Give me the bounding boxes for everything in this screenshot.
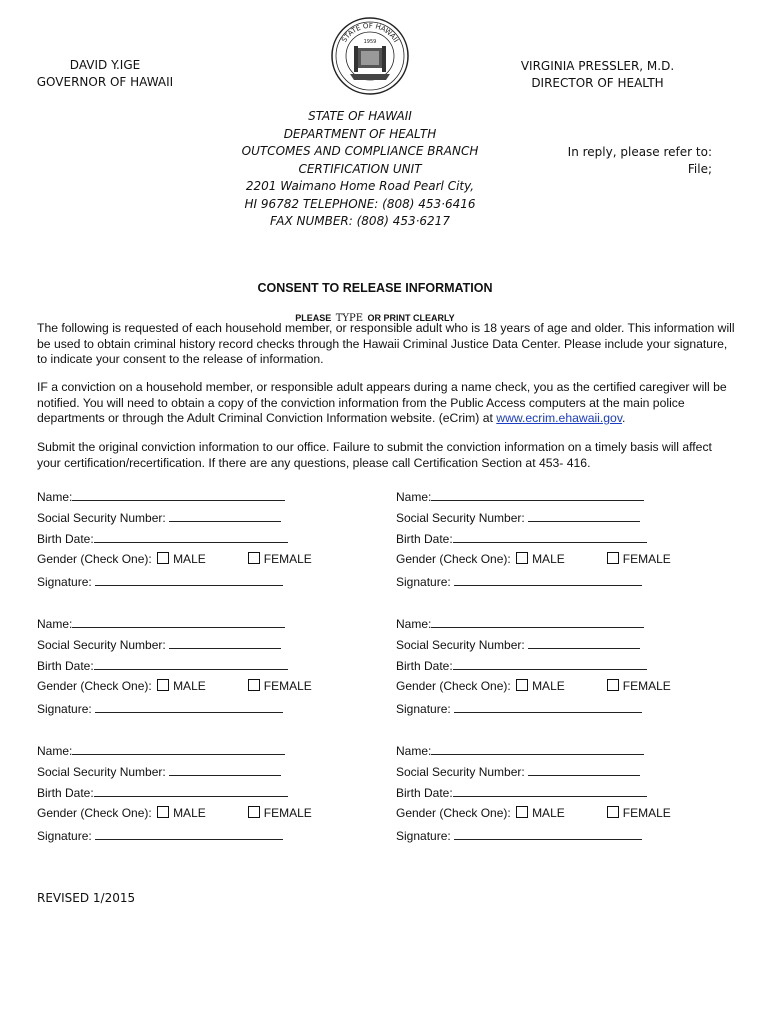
birth-date-field[interactable] xyxy=(37,531,288,546)
signature-line[interactable] xyxy=(454,828,642,840)
governor-title: GOVERNOR OF HAWAII xyxy=(36,75,174,89)
female-checkbox[interactable] xyxy=(607,679,619,691)
birth-date-label: Birth Date: xyxy=(396,659,453,673)
male-label: MALE xyxy=(532,679,565,693)
signature-line[interactable] xyxy=(95,701,283,713)
male-label: MALE xyxy=(173,679,206,693)
birth-date-label: Birth Date: xyxy=(37,786,94,800)
ssn-field[interactable] xyxy=(396,764,640,779)
director-name: VIRGINIA PRESSLER, M.D. xyxy=(520,59,675,73)
male-label: MALE xyxy=(532,806,565,820)
female-checkbox[interactable] xyxy=(607,806,619,818)
birth-date-line[interactable] xyxy=(94,785,288,797)
name-label: Name: xyxy=(37,490,73,504)
name-line[interactable] xyxy=(431,616,644,628)
name-line[interactable] xyxy=(431,743,644,755)
name-field[interactable] xyxy=(37,616,285,631)
birth-date-field[interactable] xyxy=(37,658,288,673)
birth-date-field[interactable] xyxy=(37,785,288,800)
female-checkbox[interactable] xyxy=(248,679,260,691)
birth-date-line[interactable] xyxy=(453,785,647,797)
seal-year: 1959 xyxy=(363,39,377,45)
female-label: FEMALE xyxy=(622,806,671,820)
birth-date-label: Birth Date: xyxy=(396,532,453,546)
ssn-field[interactable] xyxy=(396,637,640,652)
ssn-line[interactable] xyxy=(528,637,640,649)
reply-file: File; xyxy=(687,162,712,176)
submit-paragraph: Submit the original conviction information to our office. Failure to submit the conviction information on a timely basis will affect your certification/recertification. If there are any questions, please call Certification Section at 453- 416. xyxy=(37,440,712,470)
ssn-label: Social Security Number: xyxy=(37,765,166,779)
signature-line[interactable] xyxy=(95,574,283,586)
or-print-label: OR PRINT CLEARLY xyxy=(367,313,455,323)
gender-field xyxy=(37,806,312,820)
signature-label: Signature: xyxy=(396,702,451,716)
ssn-label: Social Security Number: xyxy=(396,638,525,652)
name-field[interactable] xyxy=(37,489,285,504)
male-label: MALE xyxy=(532,552,565,566)
gender-label: Gender (Check One): xyxy=(37,679,152,693)
name-label: Name: xyxy=(396,744,432,758)
signature-field[interactable] xyxy=(37,574,283,589)
ssn-field[interactable] xyxy=(37,637,281,652)
gender-label: Gender (Check One): xyxy=(37,806,152,820)
ssn-line[interactable] xyxy=(528,510,640,522)
name-label: Name: xyxy=(396,490,432,504)
ssn-label: Social Security Number: xyxy=(37,638,166,652)
birth-date-label: Birth Date: xyxy=(396,786,453,800)
agency-address xyxy=(200,108,520,231)
female-label: FEMALE xyxy=(622,552,671,566)
name-field[interactable] xyxy=(396,616,644,631)
birth-date-label: Birth Date: xyxy=(37,532,94,546)
signature-label: Signature: xyxy=(37,702,92,716)
signature-field[interactable] xyxy=(396,701,642,716)
signature-field[interactable] xyxy=(396,828,642,843)
signature-line[interactable] xyxy=(454,574,642,586)
ssn-field[interactable] xyxy=(396,510,640,525)
signature-label: Signature: xyxy=(37,829,92,843)
agency-fax: FAX NUMBER: (808) 453·6217 xyxy=(270,214,450,228)
gender-field xyxy=(396,806,671,820)
name-line[interactable] xyxy=(72,743,285,755)
reply-label: In reply, please refer to: xyxy=(567,145,712,159)
gender-field xyxy=(37,679,312,693)
birth-date-field[interactable] xyxy=(396,785,647,800)
female-checkbox[interactable] xyxy=(248,552,260,564)
ssn-label: Social Security Number: xyxy=(37,511,166,525)
signature-field[interactable] xyxy=(37,701,283,716)
birth-date-line[interactable] xyxy=(94,658,288,670)
female-label: FEMALE xyxy=(263,679,312,693)
reply-block xyxy=(520,144,712,178)
revised-date: REVISED 1/2015 xyxy=(37,891,136,905)
governor-block xyxy=(30,57,180,91)
agency-street: 2201 Waimano Home Road Pearl City, xyxy=(245,179,475,193)
birth-date-line[interactable] xyxy=(453,658,647,670)
seal-text: STATE OF HAWAII xyxy=(340,21,400,44)
birth-date-line[interactable] xyxy=(94,531,288,543)
agency-department: DEPARTMENT OF HEALTH xyxy=(283,126,437,141)
signature-field[interactable] xyxy=(396,574,642,589)
birth-date-field[interactable] xyxy=(396,658,647,673)
governor-name: DAVID Y.IGE xyxy=(69,58,141,72)
male-checkbox[interactable] xyxy=(157,679,169,691)
male-checkbox[interactable] xyxy=(516,679,528,691)
name-line[interactable] xyxy=(72,489,285,501)
male-checkbox[interactable] xyxy=(516,806,528,818)
female-checkbox[interactable] xyxy=(607,552,619,564)
conviction-text-end: . xyxy=(622,411,626,425)
director-title: DIRECTOR OF HEALTH xyxy=(531,76,664,90)
male-checkbox[interactable] xyxy=(157,552,169,564)
signature-line[interactable] xyxy=(454,701,642,713)
male-label: MALE xyxy=(173,806,206,820)
female-label: FEMALE xyxy=(263,552,312,566)
name-label: Name: xyxy=(37,617,73,631)
state-seal-icon xyxy=(330,16,410,96)
birth-date-label: Birth Date: xyxy=(37,659,94,673)
ssn-field[interactable] xyxy=(37,764,281,779)
name-label: Name: xyxy=(37,744,73,758)
female-label: FEMALE xyxy=(622,679,671,693)
ecrim-link[interactable]: www.ecrim.ehawaii.gov xyxy=(496,411,623,425)
type-label: TYPE xyxy=(335,313,364,324)
name-field[interactable] xyxy=(396,489,644,504)
conviction-text: IF a conviction on a household member, or responsible adult appears during a name check, you as the certified caregiver will be notified. You will need to obtain a copy of the conviction information from the Public Access computers at the main police departments or through the Adult Criminal Conviction Information website. (eCrim) at xyxy=(37,380,727,425)
signature-field[interactable] xyxy=(37,828,283,843)
gender-field xyxy=(396,679,671,693)
please-label: PLEASE xyxy=(295,313,332,323)
female-checkbox[interactable] xyxy=(248,806,260,818)
gender-field xyxy=(37,552,312,566)
director-block xyxy=(505,58,690,92)
name-field[interactable] xyxy=(396,743,644,758)
birth-date-field[interactable] xyxy=(396,531,647,546)
ssn-label: Social Security Number: xyxy=(396,511,525,525)
conviction-paragraph xyxy=(37,380,737,427)
name-field[interactable] xyxy=(37,743,285,758)
signature-label: Signature: xyxy=(37,575,92,589)
gender-label: Gender (Check One): xyxy=(37,552,152,566)
agency-state: STATE OF HAWAII xyxy=(308,109,412,123)
name-line[interactable] xyxy=(431,489,644,501)
ssn-line[interactable] xyxy=(169,764,281,776)
male-label: MALE xyxy=(173,552,206,566)
gender-label: Gender (Check One): xyxy=(396,552,511,566)
ssn-line[interactable] xyxy=(528,764,640,776)
ssn-field[interactable] xyxy=(37,510,281,525)
birth-date-line[interactable] xyxy=(453,531,647,543)
agency-unit: CERTIFICATION UNIT xyxy=(298,161,422,176)
ssn-line[interactable] xyxy=(169,637,281,649)
male-checkbox[interactable] xyxy=(516,552,528,564)
agency-telephone: HI 96782 TELEPHONE: (808) 453·6416 xyxy=(244,196,476,211)
signature-label: Signature: xyxy=(396,575,451,589)
ssn-line[interactable] xyxy=(169,510,281,522)
name-label: Name: xyxy=(396,617,432,631)
signature-label: Signature: xyxy=(396,829,451,843)
signature-line[interactable] xyxy=(95,828,283,840)
gender-label: Gender (Check One): xyxy=(396,679,511,693)
female-label: FEMALE xyxy=(263,806,312,820)
ssn-label: Social Security Number: xyxy=(396,765,525,779)
agency-branch: OUTCOMES AND COMPLIANCE BRANCH xyxy=(241,144,479,158)
gender-field xyxy=(396,552,671,566)
form-title: CONSENT TO RELEASE INFORMATION xyxy=(257,281,493,295)
male-checkbox[interactable] xyxy=(157,806,169,818)
intro-paragraph: The following is requested of each household member, or responsible adult who is 18 years of age and older. This information will be used to obtain criminal history record checks through the Hawaii Criminal Justice Data Center. Please include your signature, to indicate your consent to the release of information. xyxy=(37,321,735,366)
gender-label: Gender (Check One): xyxy=(396,806,511,820)
name-line[interactable] xyxy=(72,616,285,628)
